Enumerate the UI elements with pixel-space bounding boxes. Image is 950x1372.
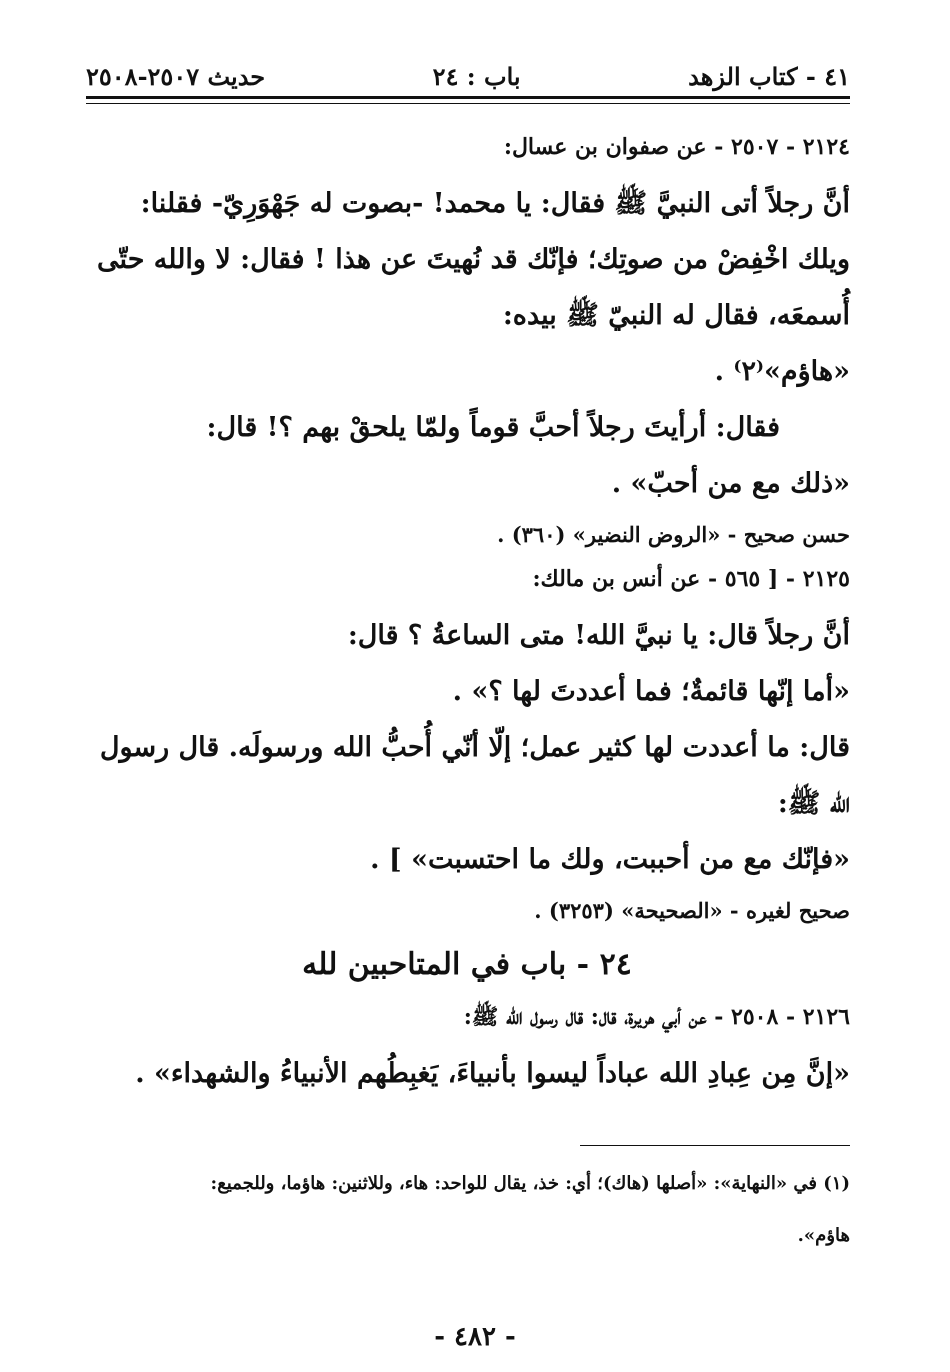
footnote-line-1: (١) في «النهاية»: «أصلها (هاك)؛ أي: خذ، يقال للواحد: هاء، وللاثنين: هاؤما، وللجميع: xyxy=(210,1173,850,1194)
hadith-2124-line-1: أنَّ رجلاً أتى النبيَّ ﷺ فقال: يا محمد! -بصوت له جَهْوَرِيّ- فقلنا: xyxy=(140,188,850,219)
hadith-2124-line-6: «ذلك مع من أحبّ» . xyxy=(611,468,850,499)
header-hadith-range: حديث ٢٥٠٧-٢٥٠٨ xyxy=(86,61,266,91)
hadith-2124-line-5: فقال: أرأيتَ رجلاً أحبَّ قوماً ولمّا يلحقْ بهم ؟! قال: xyxy=(206,412,780,443)
header-chapter: باب : ٢٤ xyxy=(432,61,521,91)
hadith-2125-grade: صحيح لغيره - «الصحيحة» (٣٢٥٣) . xyxy=(534,898,850,923)
hadith-2126-heading: ٢١٢٦ - ٢٥٠٨ - عن أبي هريرة، قال: قال رسول الله ﷺ: xyxy=(463,1004,850,1030)
hadith-2126-line-1: «إنَّ مِن عِبادِ الله عباداً ليسوا بأنبياءَ، يَغبِطُهم الأنبياءُ والشهداء» . xyxy=(135,1058,850,1089)
hadith-2125-line-4: الله ﷺ: xyxy=(777,788,850,819)
hadith-2124-line-4: «هاؤم»⁽٢⁾ . xyxy=(714,356,850,387)
main-text xyxy=(84,132,850,1102)
chapter-title: ٢٤ - باب في المتاحبين لله xyxy=(302,947,632,982)
hadith-2124-heading: ٢١٢٤ - ٢٥٠٧ - عن صفوان بن عسال: xyxy=(503,134,850,160)
header-rule-thick xyxy=(86,96,850,99)
hadith-2124-grade: حسن صحيح - «الروض النضير» (٣٦٠) . xyxy=(497,522,850,547)
hadith-2124-line-2: ويلك اخْفِضْ من صوتِك؛ فإنّك قد نُهيتَ عن هذا ! فقال: لا والله حتّى xyxy=(97,244,850,275)
hadith-2125-line-5: «فإنّك مع من أحببت، ولك ما احتسبت» ] . xyxy=(370,844,850,875)
header-rule-thin xyxy=(86,103,850,104)
hadith-2125-heading: ٢١٢٥ - [ ٥٦٥ - عن أنس بن مالك: xyxy=(532,566,850,592)
footnote-line-2: هاؤم». xyxy=(797,1225,850,1246)
header-book-title: ٤١ - كتاب الزهد xyxy=(688,61,850,91)
hadith-2124-line-3: أُسمعَه، فقال له النبيّ ﷺ بيده: xyxy=(502,300,850,331)
hadith-2125-line-2: «أما إنّها قائمةٌ؛ فما أعددتَ لها ؟» . xyxy=(452,676,850,707)
hadith-2125-line-1: أنَّ رجلاً قال: يا نبيَّ الله! متى الساعةُ ؟ قال: xyxy=(347,620,850,651)
footnote-rule xyxy=(580,1145,850,1146)
footnote xyxy=(84,1158,850,1262)
page-number: - ٤٨٢ - xyxy=(434,1322,516,1352)
hadith-2125-line-3: قال: ما أعددت لها كثير عمل؛ إلّا أنّي أُحبُّ الله ورسولَه. قال رسول xyxy=(99,732,850,763)
running-header xyxy=(86,56,850,96)
